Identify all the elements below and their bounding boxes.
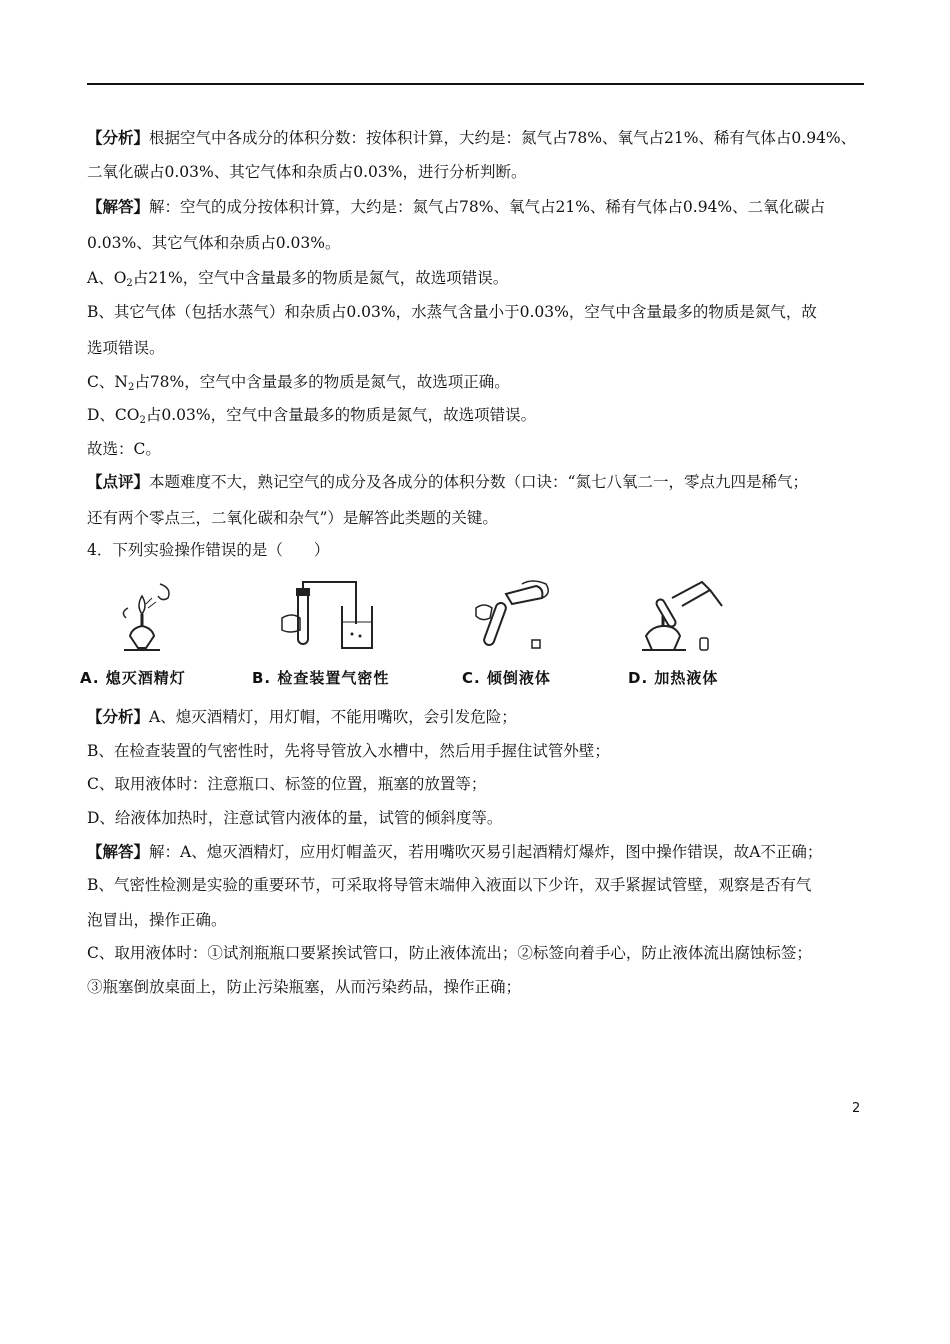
- line-text: 还有两个零点三，二氧化碳和杂气”）是解答此类题的关键。: [87, 509, 498, 527]
- line-text: 占78%，空气中含量最多的物质是氮气，故选项正确。: [134, 373, 510, 391]
- figure-d-heat-liquid: [628, 578, 778, 688]
- figure-caption: B. 检查装置气密性: [252, 669, 390, 687]
- subscript: 2: [126, 278, 133, 289]
- line-text: 根据空气中各成分的体积分数：按体积计算，大约是：氮气占78%、氧气占21%、稀有气体占0.94%、: [149, 129, 857, 147]
- line-text: D、给液体加热时，注意试管内液体的量，试管的倾斜度等。: [87, 809, 503, 827]
- line-text: 选项错误。: [87, 339, 165, 357]
- line-text: 解：A、熄灭酒精灯，应用灯帽盖灭，若用嘴吹灭易引起酒精灯爆炸，图中操作错误，故A不正确；: [149, 843, 823, 861]
- line-text: 占21%，空气中含量最多的物质是氮气，故选项错误。: [132, 269, 509, 287]
- text-line: [87, 439, 161, 459]
- line-text: A、熄灭酒精灯，用灯帽，不能用嘴吹，会引发危险；: [149, 708, 517, 726]
- figure-caption: C. 倾倒液体: [462, 669, 551, 687]
- text-line: [87, 302, 817, 322]
- text-line: [87, 338, 165, 358]
- text-line: [87, 128, 856, 148]
- option-prefix: D、CO: [87, 406, 140, 424]
- heating-liquid-icon: [628, 578, 768, 658]
- figure-caption: A. 熄灭酒精灯: [80, 669, 186, 687]
- line-text: B、其它气体（包括水蒸气）和杂质占0.03%，水蒸气含量小于0.03%，空气中含量最多的物质是氮气，故: [87, 303, 817, 321]
- text-line: [87, 268, 508, 288]
- section-tag: 【分析】: [87, 707, 150, 726]
- subscript: 2: [139, 415, 146, 426]
- text-line: [87, 707, 517, 727]
- line-text: B、在检查装置的气密性时，先将导管放入水槽中，然后用手握住试管外壁；: [87, 742, 610, 760]
- lamp-blowing-icon: [80, 578, 200, 658]
- text-line: [87, 508, 498, 528]
- text-line: [87, 233, 340, 253]
- section-tag: 【分析】: [87, 128, 150, 147]
- line-text: 本题难度不大，熟记空气的成分及各成分的体积分数（口诀：“氮七八氧二一，零点九四是稀气；: [149, 473, 808, 491]
- section-tag: 【点评】: [87, 472, 150, 491]
- text-line: [87, 774, 486, 794]
- option-prefix: A、O: [87, 269, 127, 287]
- figure-c-pour-liquid: [462, 578, 612, 688]
- text-line: [87, 472, 808, 492]
- text-line: [87, 875, 811, 895]
- text-line: [87, 808, 502, 828]
- line-text: 解：空气的成分按体积计算，大约是：氮气占78%、氧气占21%、稀有气体占0.94%、二氧化碳占: [149, 198, 826, 216]
- text-line: [87, 162, 526, 182]
- text-line: [87, 741, 610, 761]
- text-line: [87, 372, 510, 392]
- section-tag: 【解答】: [87, 842, 150, 861]
- text-line: [87, 405, 536, 425]
- line-text: 0.03%、其它气体和杂质占0.03%。: [87, 234, 341, 252]
- line-text: B、气密性检测是实验的重要环节，可采取将导管末端伸入液面以下少许，双手紧握试管壁，观察是否有气: [87, 876, 812, 894]
- line-text: 占0.03%，空气中含量最多的物质是氮气，故选项错误。: [145, 406, 537, 424]
- subscript: 2: [127, 382, 135, 393]
- line-text: C、取用液体时：注意瓶口、标签的位置，瓶塞的放置等；: [87, 775, 487, 793]
- text-line: [87, 943, 812, 963]
- figure-row: [80, 578, 760, 688]
- page-number: 2: [852, 1101, 861, 1116]
- section-tag: 【解答】: [87, 197, 150, 216]
- text-line: [87, 910, 227, 930]
- option-prefix: C、N: [87, 373, 128, 391]
- figure-caption: D. 加热液体: [628, 669, 719, 687]
- line-text: 泡冒出，操作正确。: [87, 911, 227, 929]
- figure-b-airtightness: [252, 578, 402, 688]
- line-text: ③瓶塞倒放桌面上，防止污染瓶塞，从而污染药品，操作正确；: [87, 978, 522, 996]
- airtightness-apparatus-icon: [252, 578, 402, 658]
- line-text: 故选：C。: [87, 440, 161, 458]
- line-text: C、取用液体时：①试剂瓶瓶口要紧挨试管口，防止液体流出；②标签向着手心，防止液体流出腐蚀标签；: [87, 944, 812, 962]
- header-rule: [87, 83, 864, 85]
- line-text: 二氧化碳占0.03%、其它气体和杂质占0.03%，进行分析判断。: [87, 163, 527, 181]
- text-line: [87, 977, 521, 997]
- text-line: [87, 197, 825, 217]
- text-line: [87, 540, 329, 560]
- figure-a-extinguish-lamp: [80, 578, 230, 688]
- line-text: 4．下列实验操作错误的是（ ）: [87, 541, 330, 559]
- pouring-liquid-icon: [462, 578, 602, 658]
- text-line: [87, 842, 822, 862]
